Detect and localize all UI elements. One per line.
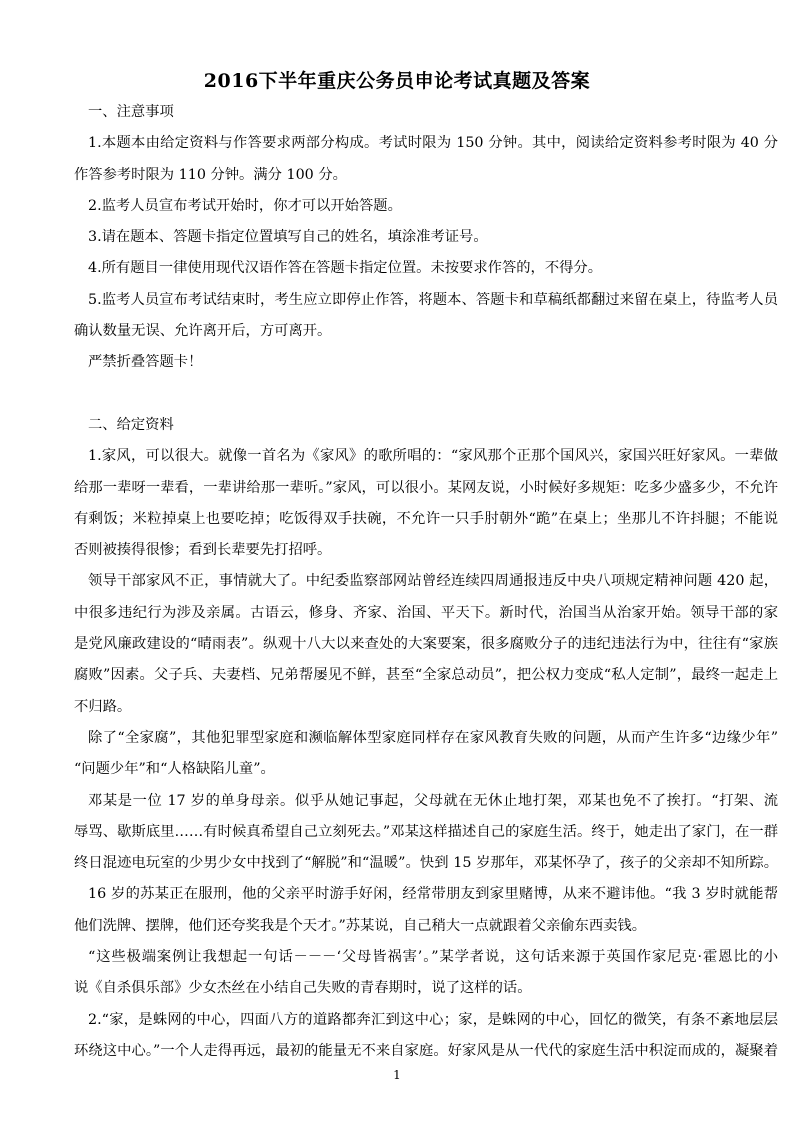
text-line: 他们洗牌、摆牌，他们还夸奖我是个天才。”苏某说，自己稍大一点就跟着父亲偷东西卖钱。 (74, 917, 647, 934)
text-line: 1.家风，可以很大。就像一首名为《家风》的歌所唱的：“家风那个正那个国风兴，家国兴旺好家风。一辈做 (88, 448, 778, 465)
text-line: 16 岁的苏某正在服刑，他的父亲平时游手好闲，经常带朋友到家里赌博，从来不避讳他。“我 3 岁时就能帮 (88, 886, 778, 903)
text-line: 腐败”因素。父子兵、夫妻档、兄弟帮屡见不鲜，甚至“全家总动员”，把公权力变成“私人定制”，最终一起走上 (74, 667, 778, 684)
text-line: 一、注意事项 (88, 104, 174, 120)
text-line: 终日混迹电玩室的少男少女中找到了“解脱”和“温暖”。快到 15 岁那年，邓某怀孕了，孩子的父亲却不知所踪。 (74, 855, 778, 872)
text-line: 严禁折叠答题卡！ (88, 354, 203, 371)
text-line: 确认数量无误、允许离开后，方可离开。 (74, 323, 332, 340)
text-line: 中很多违纪行为涉及亲属。古语云，修身、齐家、治国、平天下。新时代，治国当从治家开始。领导干部的家 (74, 604, 778, 621)
text-line: 2.“家，是蛛网的中心，四面八方的道路都奔汇到这中心；家，是蛛网的中心，回忆的微笑，有条不紊地层层 (88, 1011, 778, 1028)
text-line: 邓某是一位 17 岁的单身母亲。似乎从她记事起，父母就在无休止地打架，邓某也免不了挨打。“打架、流 (88, 792, 778, 809)
text-line: 4.所有题目一律使用现代汉语作答在答题卡指定位置。未按要求作答的，不得分。 (88, 260, 603, 277)
text-line: 1.本题本由给定资料与作答要求两部分构成。考试时限为 150 分钟。其中，阅读给定资料参考时限为 40 分 (88, 135, 778, 152)
text-line: 是党风廉政建设的“晴雨表”。纵观十八大以来查处的大案要案，很多腐败分子的违纪违法行为中，往往有“家族 (74, 636, 778, 653)
text-line: 有剩饭；米粒掉桌上也要吃掉；吃饭得双手扶碗，不允许一只手肘朝外“跪”在桌上；坐那儿不许抖腿；不能说 (74, 510, 778, 527)
text-line: 作答参考时限为 110 分钟。满分 100 分。 (74, 166, 347, 183)
text-line: 不归路。 (74, 698, 132, 715)
text-line: 否则被揍得很惨；看到长辈要先打招呼。 (74, 542, 332, 559)
text-line (74, 379, 778, 410)
text-line: 辱骂、歇斯底里……有时候真希望自己立刻死去。”邓某这样描述自己的家庭生活。终于，她走出了家门，在一群 (74, 823, 778, 840)
text-line: “问题少年”和“人格缺陷儿童”。 (74, 761, 275, 778)
text-line: 环绕这中心。”一个人走得再远，最初的能量无不来自家庭。好家风是从一代代的家庭生活中积淀而成的，凝聚着 (74, 1042, 778, 1059)
text-line: 给那一辈呀一辈看，一辈讲给那一辈听。”家风，可以很小。某网友说，小时候好多规矩：吃多少盛多少，不允许 (74, 479, 778, 496)
text-line: 5.监考人员宣布考试结束时，考生应立即停止作答，将题本、答题卡和草稿纸都翻过来留在桌上，待监考人员 (88, 291, 778, 308)
page-number: 1 (393, 1068, 401, 1082)
text-line: 2.监考人员宣布考试开始时，你才可以开始答题。 (88, 197, 402, 214)
text-line: 说《自杀俱乐部》少女杰丝在小结自己失败的青春期时，说了这样的话。 (74, 980, 532, 997)
text-line: 除了“全家腐”，其他犯罪型家庭和濒临解体型家庭同样存在家风教育失败的问题，从而产生许多“边缘少年” (88, 729, 778, 746)
document-body (74, 97, 778, 1067)
document-title: 2016下半年重庆公务员申论考试真题及答案 (203, 70, 591, 92)
text-line: “这些极端案例让我想起一句话－－－‘父母皆祸害’。”某学者说，这句话来源于英国作家尼克·霍恩比的小 (88, 949, 778, 966)
text-line: 3.请在题本、答题卡指定位置填写自己的姓名，填涂准考证号。 (88, 229, 488, 246)
text-line: 二、给定资料 (88, 416, 174, 433)
text-line: 领导干部家风不正，事情就大了。中纪委监察部网站曾经连续四周通报违反中央八项规定精神问题 420 起， (88, 573, 778, 590)
